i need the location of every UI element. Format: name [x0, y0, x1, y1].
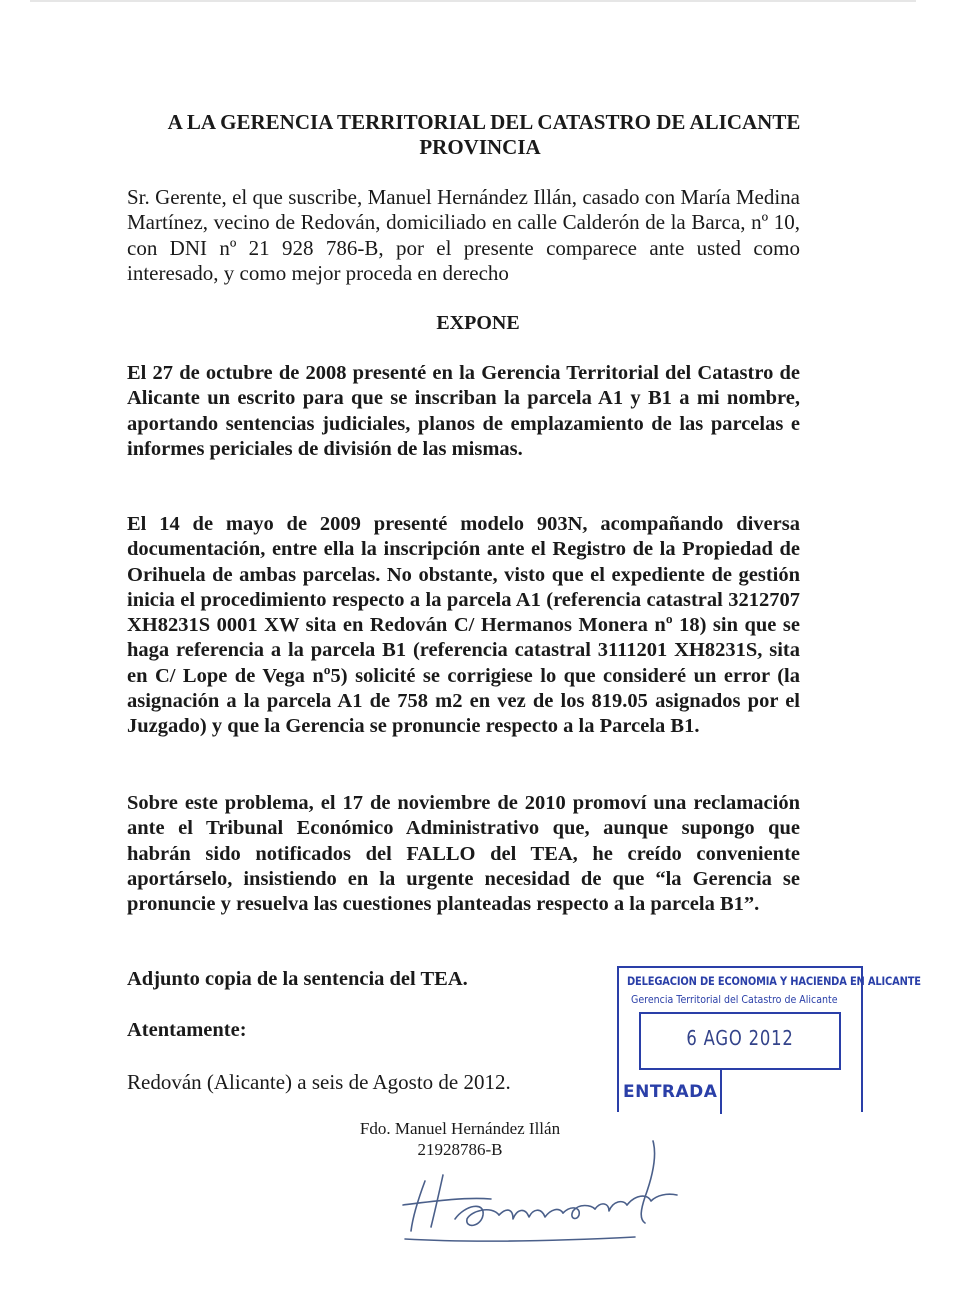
stamp-divider	[720, 1070, 722, 1114]
addressee-heading	[0, 110, 956, 160]
expone-paragraph-3: Sobre este problema, el 17 de noviembre de 2010 promoví una reclamación ante el Tribunal Económico Administrativo que, aunque supongo que habrán sido notificados del FALLO del TEA, he creído conveniente aportárselo, insistiendo en la urgente necesidad de que “la Gerencia se pronuncie y resuelva las cuestiones planteadas respecto a la parcela B1”.	[127, 792, 800, 916]
signer-name: Fdo. Manuel Hernández Illán	[359, 1119, 561, 1138]
section-title: EXPONE	[436, 312, 520, 334]
closing: Atentamente:	[127, 1019, 247, 1041]
stamp-entry-label: ENTRADA	[623, 1082, 718, 1102]
attachment-note: Adjunto copia de la sentencia del TEA.	[127, 968, 468, 990]
addressee-line-2: PROVINCIA	[419, 135, 541, 159]
scan-edge	[30, 0, 916, 2]
expone-paragraph-2: El 14 de mayo de 2009 presenté modelo 903N, acompañando diversa documentación, entre ella la inscripción ante el Registro de la Propiedad de Orihuela de ambas parcelas. No obstante, visto que el expediente de gestión inicia el procedimiento respecto a la parcela A1 (referencia catastral 3212707 XH8231S 0001 XW sita en Redován C/ Hermanos Monera nº 18) sin que se haga referencia a la parcela B1 (referencia catastral 3111201 XH8231S, sita en C/ Lope de Vega nº5) solicité se corrigiese lo que consideré un error (la asignación a la parcela A1 de 758 m2 en vez de los 819.05 asignados por el Juzgado) y que la Gerencia se pronuncie respecto a la Parcela B1.	[127, 513, 800, 738]
expone-paragraph-1: El 27 de octubre de 2008 presenté en la Gerencia Territorial del Catastro de Alicante un escrito para que se inscriban la parcela A1 y B1 a mi nombre, aportando sentencias judiciales, planos de emplazamiento de las parcelas e informes periciales de división de las mismas.	[127, 362, 800, 460]
stamp-office: DELEGACION DE ECONOMIA Y HACIENDA EN ALICANTE	[627, 974, 921, 988]
intro-paragraph: Sr. Gerente, el que suscribe, Manuel Hernández Illán, casado con María Medina Martínez, vecino de Redován, domiciliado en calle Calderón de la Barca, nº 10, con DNI nº 21 928 786-B, por el presente comparece ante usted como interesado, y como mejor proceda en derecho	[127, 185, 800, 285]
addressee-line-1: A LA GERENCIA TERRITORIAL DEL CATASTRO DE ALICANTE	[167, 110, 801, 134]
stamp-department: Gerencia Territorial del Catastro de Alicante	[631, 993, 838, 1006]
stamp-date: 6 AGO 2012	[686, 1026, 794, 1050]
signer-dni: 21928786-B	[417, 1140, 503, 1159]
registration-stamp	[617, 966, 921, 1114]
place-date: Redován (Alicante) a seis de Agosto de 2012.	[127, 1070, 511, 1094]
handwritten-signature	[395, 1135, 695, 1245]
